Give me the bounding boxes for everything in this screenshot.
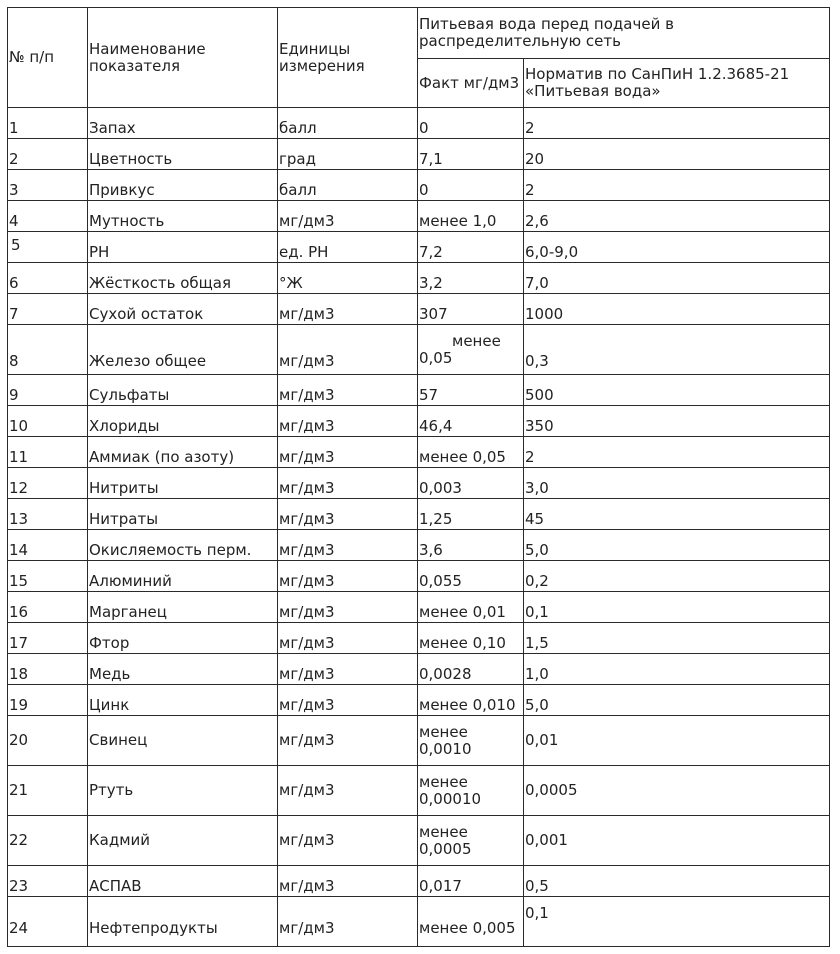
table-row: [8, 766, 830, 816]
row-norm: 2: [524, 437, 830, 468]
table-row: [8, 561, 830, 592]
row-fact: 0,017: [418, 866, 524, 897]
row-fact: менее 0,005: [418, 897, 524, 947]
row-name: Хлориды: [88, 406, 278, 437]
row-num: 6: [8, 263, 88, 294]
row-num: 18: [8, 654, 88, 685]
row-norm: 0,001: [524, 816, 830, 866]
row-norm: 0,3: [524, 325, 830, 375]
row-norm: 0,01: [524, 716, 830, 766]
row-name: Цветность: [88, 139, 278, 170]
row-unit: мг/дм3: [278, 623, 418, 654]
row-name: Алюминий: [88, 561, 278, 592]
table-row: [8, 654, 830, 685]
row-name: Ртуть: [88, 766, 278, 816]
row-norm: 0,1: [524, 592, 830, 623]
row-name: Жёсткость общая: [88, 263, 278, 294]
row-fact: менее 0,05: [418, 437, 524, 468]
row-unit: мг/дм3: [278, 716, 418, 766]
row-fact: 0,055: [418, 561, 524, 592]
row-name: РН: [88, 232, 278, 263]
row-fact: 3,2: [418, 263, 524, 294]
row-name: Железо общее: [88, 325, 278, 375]
row-name: Нитраты: [88, 499, 278, 530]
row-norm: 2: [524, 170, 830, 201]
row-num: 17: [8, 623, 88, 654]
row-num: 7: [8, 294, 88, 325]
row-name: Привкус: [88, 170, 278, 201]
row-name: Нитриты: [88, 468, 278, 499]
row-fact: 0: [418, 108, 524, 139]
row-unit: мг/дм3: [278, 294, 418, 325]
row-norm: 0,5: [524, 866, 830, 897]
row-num: 3: [8, 170, 88, 201]
row-name: Свинец: [88, 716, 278, 766]
table-row: [8, 232, 830, 263]
row-unit: °Ж: [278, 263, 418, 294]
row-unit: мг/дм3: [278, 654, 418, 685]
row-unit: мг/дм3: [278, 406, 418, 437]
table-row: [8, 139, 830, 170]
row-num: 11: [8, 437, 88, 468]
row-norm: 2,6: [524, 201, 830, 232]
header-num: № п/п: [8, 8, 88, 108]
table-row: [8, 437, 830, 468]
row-norm: 7,0: [524, 263, 830, 294]
row-norm: 500: [524, 375, 830, 406]
table-row: [8, 897, 830, 947]
row-name: Цинк: [88, 685, 278, 716]
row-num: 22: [8, 816, 88, 866]
row-num: 15: [8, 561, 88, 592]
table-row: [8, 623, 830, 654]
header-fact: Факт мг/дм3: [418, 59, 524, 108]
row-num: 13: [8, 499, 88, 530]
row-unit: мг/дм3: [278, 201, 418, 232]
table-row: [8, 530, 830, 561]
row-num: 23: [8, 866, 88, 897]
row-unit: мг/дм3: [278, 866, 418, 897]
row-num: 12: [8, 468, 88, 499]
row-norm: 0,1: [524, 897, 830, 947]
row-unit: мг/дм3: [278, 325, 418, 375]
row-fact: [418, 766, 524, 816]
row-num: 14: [8, 530, 88, 561]
row-fact: 3,6: [418, 530, 524, 561]
row-num: 16: [8, 592, 88, 623]
table-row: [8, 263, 830, 294]
table-row: [8, 866, 830, 897]
row-fact: 0,003: [418, 468, 524, 499]
row-fact-line2: 0,05: [419, 348, 453, 367]
header-units: Единицы измерения: [278, 8, 418, 108]
table-row: [8, 716, 830, 766]
row-num: 20: [8, 716, 88, 766]
row-name: Медь: [88, 654, 278, 685]
row-fact: 46,4: [418, 406, 524, 437]
row-fact: 0,0028: [418, 654, 524, 685]
row-fact: менее 0,10: [418, 623, 524, 654]
row-fact-line1: менее: [419, 722, 468, 741]
table-row: [8, 592, 830, 623]
table-row: [8, 325, 830, 375]
row-norm: 1,0: [524, 654, 830, 685]
row-fact-line2: 0,0005: [419, 839, 472, 858]
table-row: [8, 468, 830, 499]
row-unit: мг/дм3: [278, 530, 418, 561]
row-unit: балл: [278, 108, 418, 139]
row-unit: мг/дм3: [278, 375, 418, 406]
row-unit: град: [278, 139, 418, 170]
row-norm: 1000: [524, 294, 830, 325]
row-unit: мг/дм3: [278, 561, 418, 592]
row-unit: мг/дм3: [278, 437, 418, 468]
row-fact: [418, 716, 524, 766]
row-fact: [418, 816, 524, 866]
row-num: 4: [8, 201, 88, 232]
row-num: 9: [8, 375, 88, 406]
row-norm: 5,0: [524, 685, 830, 716]
header-row-1: [8, 8, 830, 59]
row-fact: 1,25: [418, 499, 524, 530]
row-norm: 45: [524, 499, 830, 530]
table-row: [8, 406, 830, 437]
table-row: [8, 499, 830, 530]
row-name: Запах: [88, 108, 278, 139]
row-name: Фтор: [88, 623, 278, 654]
row-fact: [418, 325, 524, 375]
row-fact-line1: менее: [419, 822, 468, 841]
row-unit: мг/дм3: [278, 592, 418, 623]
header-norm: Норматив по СанПиН 1.2.3685-21 «Питьевая вода»: [524, 59, 830, 108]
row-fact: менее 0,010: [418, 685, 524, 716]
row-unit: мг/дм3: [278, 499, 418, 530]
row-name: Нефтепродукты: [88, 897, 278, 947]
row-name: АСПАВ: [88, 866, 278, 897]
row-unit: мг/дм3: [278, 468, 418, 499]
row-norm: 0,0005: [524, 766, 830, 816]
row-norm: 3,0: [524, 468, 830, 499]
row-unit: мг/дм3: [278, 897, 418, 947]
row-unit: мг/дм3: [278, 816, 418, 866]
table-row: [8, 108, 830, 139]
table-row: [8, 170, 830, 201]
row-num: 24: [8, 897, 88, 947]
row-num: 1: [8, 108, 88, 139]
row-name: Марганец: [88, 592, 278, 623]
row-unit: мг/дм3: [278, 685, 418, 716]
table-row: [8, 685, 830, 716]
row-num: 5: [8, 232, 88, 263]
row-norm: 5,0: [524, 530, 830, 561]
row-num: 10: [8, 406, 88, 437]
row-fact: 307: [418, 294, 524, 325]
table-row: [8, 375, 830, 406]
row-name: Сухой остаток: [88, 294, 278, 325]
row-num: 8: [8, 325, 88, 375]
row-num: 21: [8, 766, 88, 816]
row-name: Кадмий: [88, 816, 278, 866]
row-name: Окисляемость перм.: [88, 530, 278, 561]
row-fact-line2: 0,0010: [419, 739, 472, 758]
row-fact-line1: менее: [419, 772, 468, 791]
header-name: Наименование показателя: [88, 8, 278, 108]
row-fact: менее 0,01: [418, 592, 524, 623]
row-name: Аммиак (по азоту): [88, 437, 278, 468]
row-fact: 57: [418, 375, 524, 406]
row-norm: 2: [524, 108, 830, 139]
row-fact: менее 1,0: [418, 201, 524, 232]
row-name: Мутность: [88, 201, 278, 232]
row-norm: 350: [524, 406, 830, 437]
row-fact: 0: [418, 170, 524, 201]
row-unit: мг/дм3: [278, 766, 418, 816]
row-norm: 20: [524, 139, 830, 170]
row-fact: 7,1: [418, 139, 524, 170]
row-norm: 1,5: [524, 623, 830, 654]
row-num: 19: [8, 685, 88, 716]
table-row: [8, 201, 830, 232]
row-fact-line1: менее: [452, 331, 501, 350]
row-num: 2: [8, 139, 88, 170]
table-row: [8, 816, 830, 866]
row-norm: 6,0-9,0: [524, 232, 830, 263]
row-fact-line2: 0,00010: [419, 789, 482, 808]
row-unit: балл: [278, 170, 418, 201]
water-quality-table: [7, 7, 830, 947]
header-group: Питьевая вода перед подачей в распределительную сеть: [418, 8, 830, 59]
row-unit: ед. РН: [278, 232, 418, 263]
row-name: Сульфаты: [88, 375, 278, 406]
table-row: [8, 294, 830, 325]
row-norm: 0,2: [524, 561, 830, 592]
row-fact: 7,2: [418, 232, 524, 263]
